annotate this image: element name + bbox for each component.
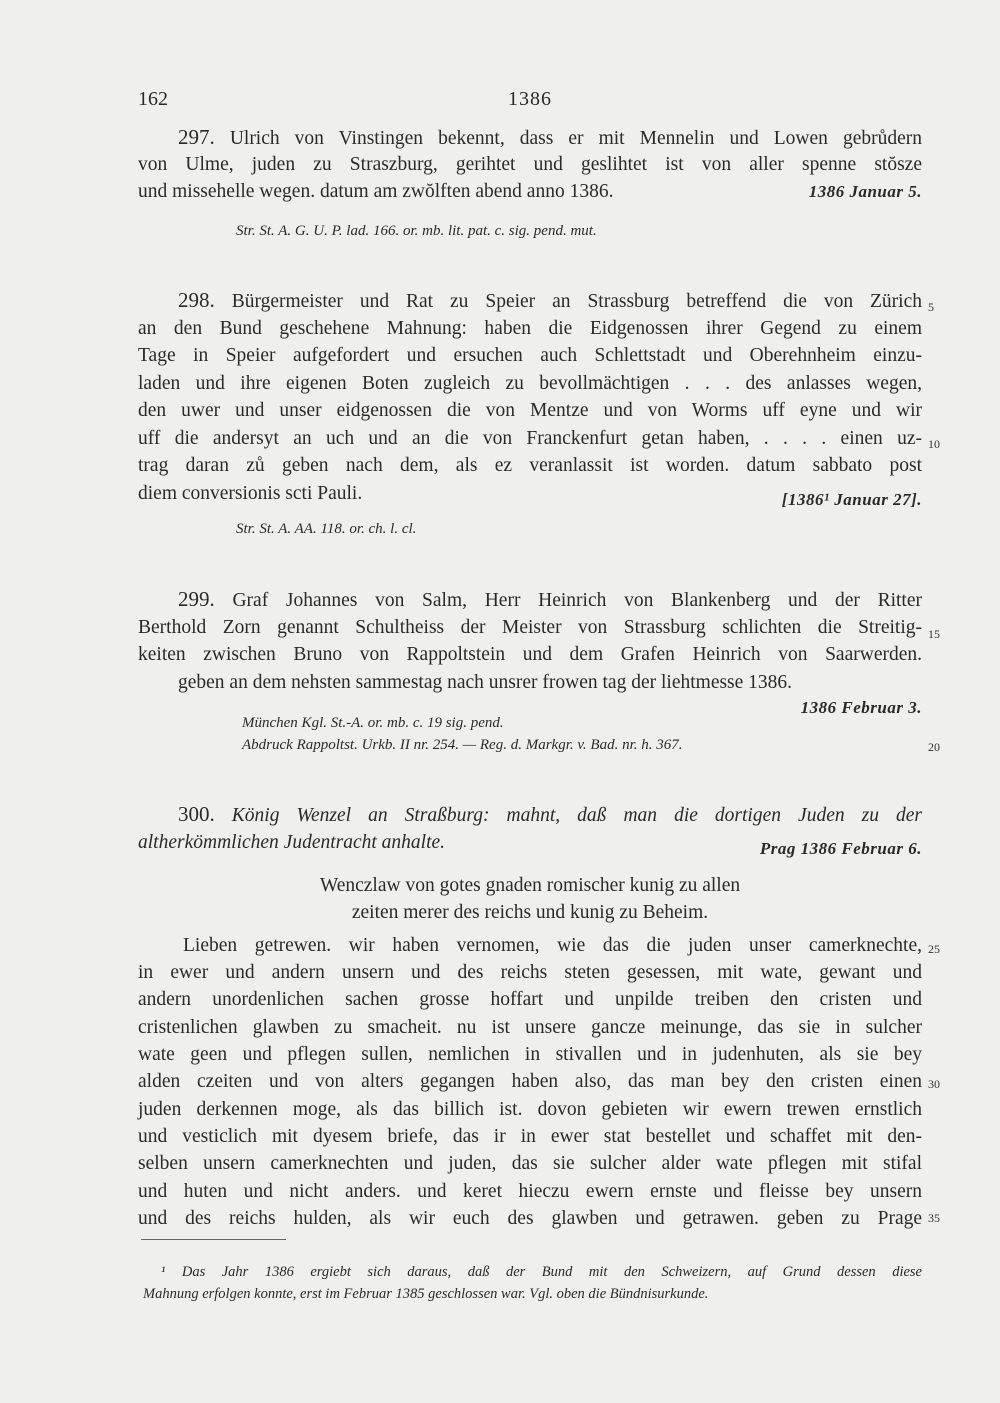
doc300-body-2: in ewer und andern unsern und des reichs steten gesessen, mit wate, gewant und [138,962,922,983]
doc298-number: 298. [178,288,215,312]
doc298-line-5: den uwer und unser eidgenossen die von Mentze und von Worms uff eyne und wir [138,400,922,421]
doc297-line-1: 297. Ulrich von Vinstingen bekennt, dass er mit Mennelin und Lowen gebrůdern [178,125,923,149]
doc300-line-1: 300. König Wenzel an Straßburg: mahnt, daß man die dortigen Juden zu der [178,802,923,826]
doc300-salutation-1: Wenczlaw von gotes gnaden romischer kunig zu allen [319,875,741,896]
doc297-line-3: und missehelle wegen. datum am zwŏlften abend anno 1386. 1386 Januar 5. [138,178,922,205]
margin-number-20: 20 [928,740,940,754]
doc298-line-4: laden und ihre eigenen Boten zugleich zu bevollmächtigen . . . des anlasses wegen, [138,373,922,394]
doc297-number: 297. [178,125,215,149]
doc299-source-1: München Kgl. St.-A. or. mb. c. 19 sig. pend. [242,715,504,731]
doc300-body-8: und vesticlich mit dyesem briefe, das ir in ewer stat bestellet und schaffet mit den- [138,1126,922,1147]
doc298-date: [1386¹ Januar 27]. [781,490,922,509]
margin-number-25: 25 [928,942,940,956]
doc300-body-11: und des reichs hulden, als wir euch des glawben und getrawen. geben zu Prage [138,1208,922,1229]
margin-number-10: 10 [928,437,940,451]
doc298-line-7: trag daran zů geben nach dem, als ez veranlassit ist worden. datum sabbato post [138,455,922,476]
margin-number-15: 15 [928,627,940,641]
doc300-body-9: selben unsern camerknechten und juden, das sie sulcher alder wate pflegen mit stifal [138,1153,922,1174]
doc300-body-4: cristenlichen glawben zu smacheit. nu ist unsere gancze meinunge, das sie in sulcher [138,1017,922,1038]
running-head [138,88,922,114]
doc298-line-1: 298. Bürgermeister und Rat zu Speier an Strassburg betreffend die von Zürich [178,288,922,312]
doc300-body-3: andern unordenlichen sachen grosse hoffart und unpilde treiben den cristen und [138,989,922,1010]
doc297-date: 1386 Januar 5. [808,182,922,201]
doc299-line-3: keiten zwischen Bruno von Rappoltstein und dem Grafen Heinrich von Saarwerden. [138,644,922,665]
margin-number-35: 35 [928,1211,940,1225]
doc300-body-5: wate geen und pflegen sullen, nemlichen in stivallen und in judenhuten, als sie bey [138,1044,922,1065]
doc299-line-4: geben an dem nehsten sammestag nach unsrer frowen tag der liehtmesse 1386. [178,672,793,693]
doc299-date: 1386 Februar 3. [800,698,922,717]
footnote-rule [141,1239,286,1240]
doc297-line-2: von Ulme, juden zu Straszburg, gerihtet und geslihtet ist von aller spenne stŏsze [138,154,922,175]
doc298-source: Str. St. A. AA. 118. or. ch. l. cl. [236,521,417,537]
doc300-body-1: Lieben getrewen. wir haben vernomen, wie das die juden unser camerknechte, [183,935,922,956]
doc299-line-2: Berthold Zorn genannt Schultheiss der Meister von Strassburg schlichten die Streitig- [138,617,922,638]
running-year: 1386 [508,88,552,110]
margin-number-5: 5 [928,300,934,314]
footnote-line-1: ¹ Das Jahr 1386 ergiebt sich daraus, daß der Bund mit den Schweizern, auf Grund dessen diese [161,1264,922,1280]
doc300-body-10: und huten und nicht anders. und keret hieczu ewern ernste und fleisse bey unsern [138,1181,922,1202]
footnote-line-2: Mahnung erfolgen konnte, erst im Februar 1385 geschlossen war. Vgl. oben die Bündnisurkunde. [143,1286,709,1302]
doc299-number: 299. [178,587,215,611]
doc300-line-2: altherkömmlichen Judentracht anhalte. Prag 1386 Februar 6. [138,829,922,856]
doc298-line-8: diem conversionis scti Pauli. [1386¹ Januar 27]. [138,480,922,507]
page-number: 162 [138,88,168,110]
margin-number-30: 30 [928,1077,940,1091]
doc300-body-7: juden derkennen moge, als das billich ist. dovon gebieten wir ewern trewen ernstlich [138,1099,922,1120]
doc300-date: Prag 1386 Februar 6. [759,839,922,858]
doc300-number: 300. [178,802,215,826]
doc298-line-2: an den Bund geschehene Mahnung: haben die Eidgenossen ihrer Gegend zu einem [138,318,922,339]
doc298-line-3: Tage in Speier aufgefordert und ersuchen auch Schlettstadt und Oberehnheim einzu- [138,345,922,366]
doc300-salutation-2: zeiten merer des reichs und kunig zu Beheim. [351,902,709,923]
doc299-line-1: 299. Graf Johannes von Salm, Herr Heinrich von Blankenberg und der Ritter [178,587,922,611]
doc297-source: Str. St. A. G. U. P. lad. 166. or. mb. lit. pat. c. sig. pend. mut. [236,223,597,239]
doc298-line-6: uff die andersyt an uch und an die von Franckenfurt getan haben, . . . . einen uz- [138,428,922,449]
doc299-source-2: Abdruck Rappoltst. Urkb. II nr. 254. — Reg. d. Markgr. v. Bad. nr. h. 367. [242,737,683,753]
doc300-body-6: alden czeiten und von alters gegangen haben also, das man bey den cristen einen [138,1071,922,1092]
